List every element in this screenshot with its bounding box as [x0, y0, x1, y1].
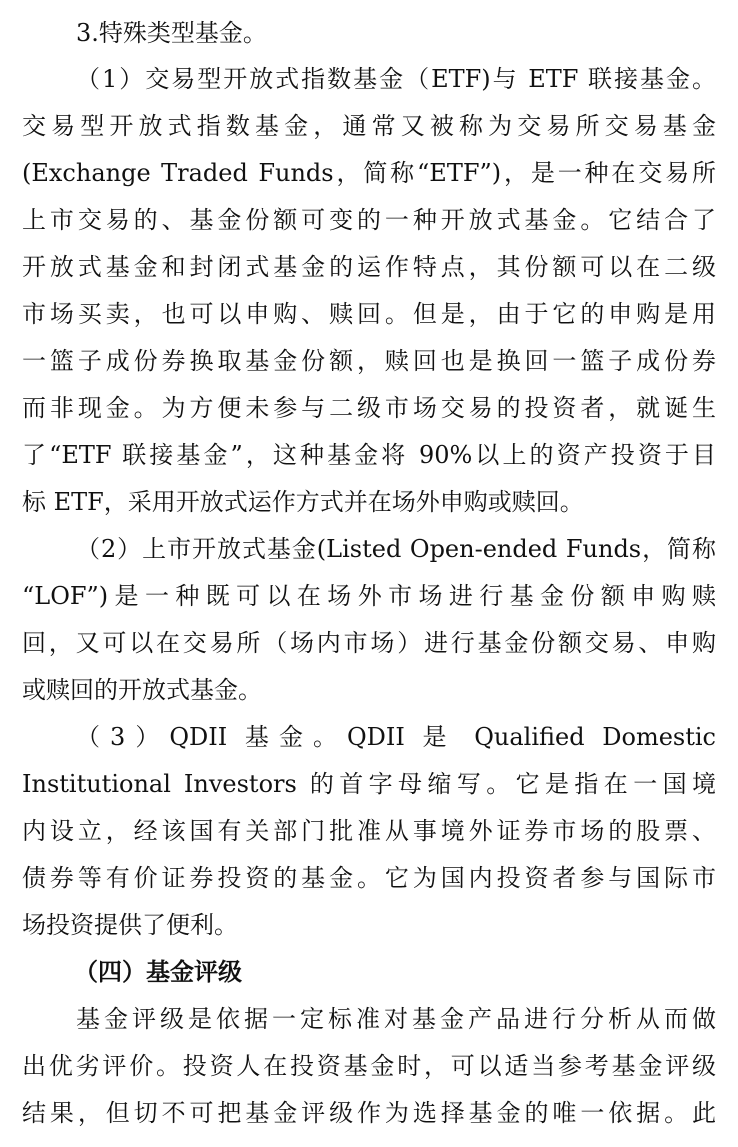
paragraph-etf-line-5: 开放式基金和封闭式基金的运作特点，其份额可以在二级 — [22, 253, 716, 281]
paragraph-etf-line-8: 而非现金。为方便未参与二级市场交易的投资者，就诞生 — [22, 394, 716, 422]
paragraph-lof-line-1: （2）上市开放式基金(Listed Open-ended Funds，简称 — [76, 535, 716, 563]
paragraph-qdii-line-4: 债券等有价证券投资的基金。它为国内投资者参与国际市 — [22, 864, 716, 892]
paragraph-qdii-line-2: Institutional Investors 的首字母缩写。它是指在一国境 — [22, 770, 716, 798]
paragraph-rating-line-3: 结果，但切不可把基金评级作为选择基金的唯一依据。此 — [22, 1099, 716, 1127]
paragraph-rating-line-2: 出优劣评价。投资人在投资基金时，可以适当参考基金评级 — [22, 1052, 716, 1080]
paragraph-etf-line-4: 上市交易的、基金份额可变的一种开放式基金。它结合了 — [22, 206, 716, 234]
paragraph-rating-line-1: 基金评级是依据一定标准对基金产品进行分析从而做 — [76, 1005, 716, 1033]
paragraph-etf-line-3: (Exchange Traded Funds，简称“ETF”)，是一种在交易所 — [22, 159, 716, 187]
section-heading-special-funds: 3.特殊类型基金。 — [76, 19, 267, 47]
paragraph-etf-line-7: 一篮子成份券换取基金份额，赎回也是换回一篮子成份券 — [22, 347, 716, 375]
paragraph-lof-line-2: “LOF”)是一种既可以在场外市场进行基金份额申购赎 — [22, 582, 716, 610]
paragraph-etf-line-2: 交易型开放式指数基金，通常又被称为交易所交易基金 — [22, 112, 716, 140]
paragraph-qdii-line-5: 场投资提供了便利。 — [22, 911, 238, 939]
paragraph-lof-line-4: 或赎回的开放式基金。 — [22, 676, 262, 704]
paragraph-etf-line-6: 市场买卖，也可以申购、赎回。但是，由于它的申购是用 — [22, 300, 716, 328]
paragraph-lof-line-3: 回，又可以在交易所（场内市场）进行基金份额交易、申购 — [22, 629, 716, 657]
paragraph-etf-line-1: （1）交易型开放式指数基金（ETF)与 ETF 联接基金。 — [76, 65, 716, 93]
paragraph-qdii-line-1: （3）QDII 基金。QDII 是 Qualified Domestic — [76, 723, 716, 751]
section-heading-fund-rating: （四）基金评级 — [74, 957, 242, 986]
paragraph-etf-line-9: 了“ETF 联接基金”，这种基金将 90%以上的资产投资于目 — [22, 441, 716, 469]
paragraph-etf-line-10: 标 ETF，采用开放式运作方式并在场外申购或赎回。 — [22, 488, 584, 516]
paragraph-qdii-line-3: 内设立，经该国有关部门批准从事境外证券市场的股票、 — [22, 817, 716, 845]
